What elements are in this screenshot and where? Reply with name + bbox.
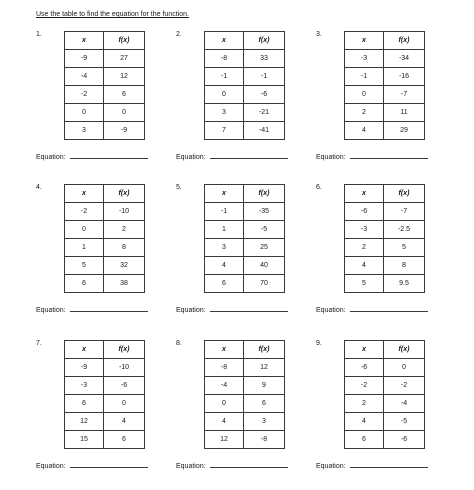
equation-label: Equation:: [176, 154, 206, 161]
table-header-row: [345, 341, 425, 359]
cell-x: -4: [205, 377, 244, 395]
cell-x: 3: [205, 104, 244, 122]
cell-fx: -8: [244, 431, 285, 449]
cell-x: -6: [345, 203, 384, 221]
function-table: [204, 184, 285, 293]
header-x: x: [345, 185, 384, 203]
header-x: x: [205, 185, 244, 203]
cell-x: 12: [65, 413, 104, 431]
table-row: [345, 50, 425, 68]
cell-fx: 6: [104, 431, 145, 449]
problem-number: 9.: [316, 340, 322, 347]
cell-x: -8: [205, 359, 244, 377]
equation-answer: [316, 305, 428, 314]
function-table: [344, 31, 425, 140]
table-row: [65, 50, 145, 68]
equation-label: Equation:: [176, 463, 206, 470]
table-row: [205, 377, 285, 395]
table-row: [65, 275, 145, 293]
cell-fx: -6: [244, 86, 285, 104]
cell-fx: -10: [104, 203, 145, 221]
cell-fx: 0: [104, 395, 145, 413]
table-header-row: [205, 341, 285, 359]
equation-blank[interactable]: [350, 461, 428, 468]
table-row: [345, 359, 425, 377]
cell-fx: 0: [384, 359, 425, 377]
equation-blank[interactable]: [210, 305, 288, 312]
cell-fx: 3: [244, 413, 285, 431]
cell-x: 12: [205, 431, 244, 449]
equation-blank[interactable]: [210, 152, 288, 159]
equation-blank[interactable]: [70, 152, 148, 159]
table-row: [65, 377, 145, 395]
header-x: x: [65, 32, 104, 50]
header-x: x: [205, 32, 244, 50]
cell-fx: 29: [384, 122, 425, 140]
cell-fx: -2: [384, 377, 425, 395]
cell-x: 4: [345, 257, 384, 275]
header-fx: f(x): [104, 341, 145, 359]
cell-x: 3: [65, 122, 104, 140]
table-row: [205, 239, 285, 257]
equation-blank[interactable]: [70, 305, 148, 312]
table-header-row: [205, 185, 285, 203]
cell-x: -9: [65, 359, 104, 377]
cell-fx: -5: [244, 221, 285, 239]
table-row: [345, 377, 425, 395]
cell-x: -3: [345, 221, 384, 239]
cell-fx: 6: [244, 395, 285, 413]
equation-blank[interactable]: [350, 305, 428, 312]
cell-fx: -35: [244, 203, 285, 221]
equation-answer: [176, 305, 288, 314]
table-row: [345, 122, 425, 140]
table-row: [205, 431, 285, 449]
cell-x: 0: [345, 86, 384, 104]
table-row: [65, 413, 145, 431]
cell-fx: 4: [104, 413, 145, 431]
cell-x: 0: [205, 395, 244, 413]
header-fx: f(x): [104, 185, 145, 203]
problem-9: [316, 340, 456, 490]
equation-label: Equation:: [316, 307, 346, 314]
cell-x: 6: [205, 275, 244, 293]
cell-fx: 5: [384, 239, 425, 257]
cell-x: 2: [345, 239, 384, 257]
equation-label: Equation:: [36, 463, 66, 470]
table-row: [345, 395, 425, 413]
function-table: [204, 340, 285, 449]
table-header-row: [65, 341, 145, 359]
cell-x: 6: [65, 395, 104, 413]
header-x: x: [205, 341, 244, 359]
problem-number: 8.: [176, 340, 182, 347]
problem-number: 3.: [316, 31, 322, 38]
cell-x: 0: [65, 104, 104, 122]
table-row: [345, 68, 425, 86]
equation-answer: [176, 152, 288, 161]
table-header-row: [65, 32, 145, 50]
problem-7: [36, 340, 176, 490]
cell-fx: -1: [244, 68, 285, 86]
cell-x: 4: [205, 257, 244, 275]
table-row: [345, 203, 425, 221]
cell-fx: -5: [384, 413, 425, 431]
equation-label: Equation:: [36, 154, 66, 161]
cell-fx: -9: [104, 122, 145, 140]
equation-label: Equation:: [36, 307, 66, 314]
header-fx: f(x): [244, 341, 285, 359]
cell-x: -1: [345, 68, 384, 86]
table-row: [205, 257, 285, 275]
cell-fx: -16: [384, 68, 425, 86]
table-row: [205, 395, 285, 413]
cell-fx: 2: [104, 221, 145, 239]
cell-x: 4: [205, 413, 244, 431]
function-table: [344, 184, 425, 293]
table-row: [65, 431, 145, 449]
problem-3: [316, 31, 456, 181]
cell-x: -3: [345, 50, 384, 68]
table-row: [205, 68, 285, 86]
function-table: [204, 31, 285, 140]
cell-x: 3: [205, 239, 244, 257]
cell-fx: 9.5: [384, 275, 425, 293]
problem-number: 7.: [36, 340, 42, 347]
equation-blank[interactable]: [210, 461, 288, 468]
table-row: [345, 413, 425, 431]
table-row: [65, 86, 145, 104]
problem-8: [176, 340, 316, 490]
table-row: [65, 68, 145, 86]
table-row: [345, 104, 425, 122]
header-fx: f(x): [384, 341, 425, 359]
equation-answer: [36, 305, 148, 314]
cell-fx: 9: [244, 377, 285, 395]
problem-4: [36, 184, 176, 334]
cell-fx: -7: [384, 203, 425, 221]
table-header-row: [345, 185, 425, 203]
table-row: [205, 221, 285, 239]
header-x: x: [345, 32, 384, 50]
header-fx: f(x): [384, 185, 425, 203]
table-row: [345, 239, 425, 257]
equation-label: Equation:: [316, 463, 346, 470]
cell-fx: 0: [104, 104, 145, 122]
cell-fx: -10: [104, 359, 145, 377]
table-row: [65, 239, 145, 257]
table-row: [65, 257, 145, 275]
table-row: [345, 275, 425, 293]
cell-x: 6: [345, 431, 384, 449]
table-row: [345, 431, 425, 449]
cell-fx: 8: [384, 257, 425, 275]
table-row: [345, 221, 425, 239]
table-header-row: [205, 32, 285, 50]
cell-fx: 8: [104, 239, 145, 257]
cell-x: -1: [205, 68, 244, 86]
cell-x: 5: [345, 275, 384, 293]
cell-fx: 27: [104, 50, 145, 68]
cell-fx: 32: [104, 257, 145, 275]
equation-answer: [36, 461, 148, 470]
cell-x: -3: [65, 377, 104, 395]
cell-fx: 25: [244, 239, 285, 257]
cell-x: 1: [205, 221, 244, 239]
header-fx: f(x): [104, 32, 145, 50]
cell-fx: 40: [244, 257, 285, 275]
equation-answer: [36, 152, 148, 161]
worksheet-instruction: Use the table to find the equation for the function.: [36, 11, 189, 18]
table-row: [205, 50, 285, 68]
table-row: [205, 275, 285, 293]
cell-x: 7: [205, 122, 244, 140]
equation-label: Equation:: [316, 154, 346, 161]
cell-x: 2: [345, 395, 384, 413]
problem-number: 1.: [36, 31, 42, 38]
cell-x: -8: [205, 50, 244, 68]
table-row: [205, 203, 285, 221]
cell-x: 6: [65, 275, 104, 293]
header-fx: f(x): [244, 32, 285, 50]
cell-x: -6: [345, 359, 384, 377]
cell-fx: 38: [104, 275, 145, 293]
function-table: [64, 31, 145, 140]
cell-x: -9: [65, 50, 104, 68]
problem-number: 4.: [36, 184, 42, 191]
cell-x: -2: [65, 86, 104, 104]
cell-fx: -7: [384, 86, 425, 104]
cell-fx: 6: [104, 86, 145, 104]
header-fx: f(x): [244, 185, 285, 203]
table-header-row: [65, 185, 145, 203]
problem-1: [36, 31, 176, 181]
cell-x: 4: [345, 413, 384, 431]
cell-x: 0: [205, 86, 244, 104]
table-row: [65, 395, 145, 413]
cell-fx: 33: [244, 50, 285, 68]
header-x: x: [345, 341, 384, 359]
cell-x: -1: [205, 203, 244, 221]
table-row: [65, 221, 145, 239]
problem-number: 5.: [176, 184, 182, 191]
equation-blank[interactable]: [350, 152, 428, 159]
table-row: [205, 359, 285, 377]
cell-fx: 11: [384, 104, 425, 122]
cell-fx: -2.5: [384, 221, 425, 239]
problem-6: [316, 184, 456, 334]
equation-blank[interactable]: [70, 461, 148, 468]
header-x: x: [65, 341, 104, 359]
cell-fx: -21: [244, 104, 285, 122]
cell-x: 15: [65, 431, 104, 449]
cell-fx: 12: [244, 359, 285, 377]
table-header-row: [345, 32, 425, 50]
table-row: [205, 104, 285, 122]
function-table: [344, 340, 425, 449]
cell-fx: -41: [244, 122, 285, 140]
function-table: [64, 184, 145, 293]
cell-x: 4: [345, 122, 384, 140]
table-row: [345, 257, 425, 275]
equation-label: Equation:: [176, 307, 206, 314]
cell-x: 0: [65, 221, 104, 239]
cell-fx: -34: [384, 50, 425, 68]
table-row: [205, 413, 285, 431]
table-row: [65, 203, 145, 221]
equation-answer: [316, 461, 428, 470]
cell-fx: -6: [104, 377, 145, 395]
equation-answer: [176, 461, 288, 470]
table-row: [65, 122, 145, 140]
cell-x: 2: [345, 104, 384, 122]
header-x: x: [65, 185, 104, 203]
cell-fx: 12: [104, 68, 145, 86]
cell-fx: -4: [384, 395, 425, 413]
table-row: [345, 86, 425, 104]
problem-5: [176, 184, 316, 334]
table-row: [65, 359, 145, 377]
cell-x: -2: [65, 203, 104, 221]
cell-x: -4: [65, 68, 104, 86]
cell-x: 5: [65, 257, 104, 275]
cell-x: 1: [65, 239, 104, 257]
function-table: [64, 340, 145, 449]
problem-number: 2.: [176, 31, 182, 38]
problem-number: 6.: [316, 184, 322, 191]
cell-x: -2: [345, 377, 384, 395]
table-row: [205, 122, 285, 140]
header-fx: f(x): [384, 32, 425, 50]
equation-answer: [316, 152, 428, 161]
problem-2: [176, 31, 316, 181]
cell-fx: 70: [244, 275, 285, 293]
cell-fx: -6: [384, 431, 425, 449]
table-row: [205, 86, 285, 104]
table-row: [65, 104, 145, 122]
